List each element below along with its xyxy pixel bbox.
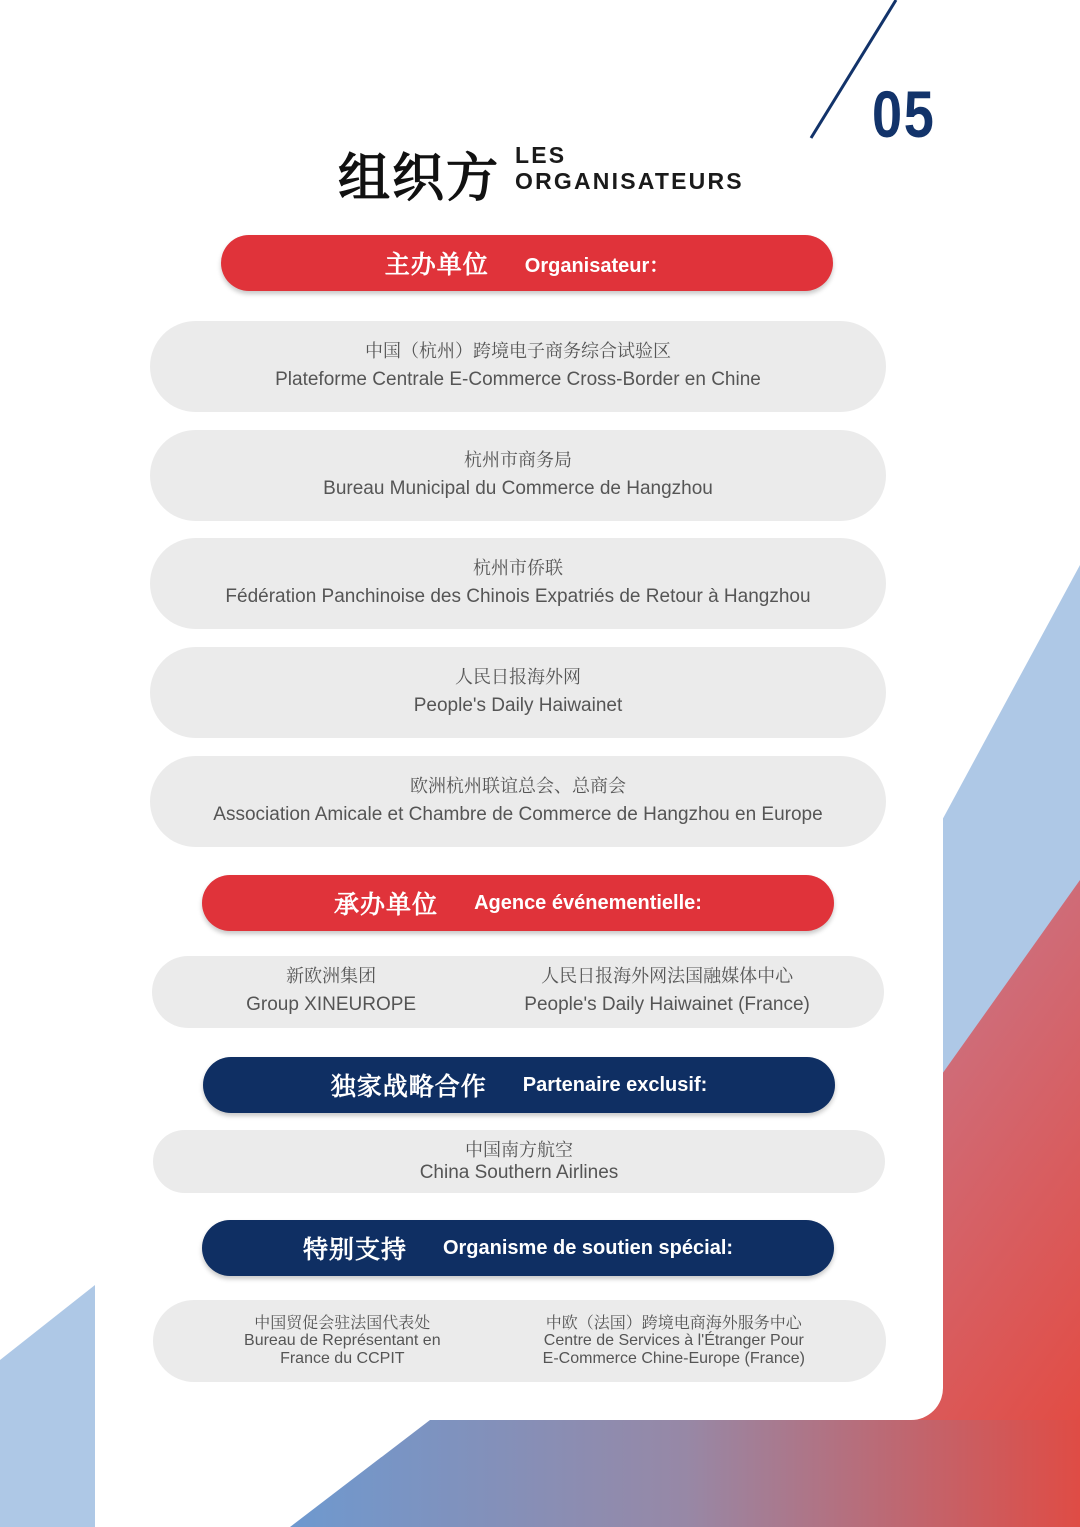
organizer-entry bbox=[150, 321, 886, 412]
support-entry bbox=[153, 1300, 886, 1382]
support-name-cn: 中欧（法国）跨境电商海外服务中心 bbox=[545, 1313, 802, 1332]
section-header-soutien bbox=[202, 1220, 834, 1276]
page-title-french-line2: ORGANISATEURS bbox=[515, 168, 744, 194]
support-name-fr-line2: E-Commerce Chine-Europe (France) bbox=[542, 1350, 805, 1367]
support-name-fr-line2: France du CCPIT bbox=[280, 1350, 405, 1367]
agency-name-fr: People's Daily Haiwainet (France) bbox=[524, 994, 810, 1015]
light-blue-band-left bbox=[0, 1285, 95, 1527]
section-header-agence bbox=[202, 875, 834, 931]
page-number: 05 bbox=[872, 77, 936, 151]
section-label-cn: 独家战略合作 bbox=[330, 1072, 487, 1101]
agency-name-cn: 人民日报海外网法国融媒体中心 bbox=[541, 966, 794, 987]
section-label-fr: Organisme de soutien spécial: bbox=[442, 1236, 734, 1259]
organizer-name-cn: 欧洲杭州联谊总会、总商会 bbox=[410, 775, 626, 797]
support-name-fr-line1: Bureau de Représentant en bbox=[244, 1332, 441, 1349]
organizer-name-cn: 中国（杭州）跨境电子商务综合试验区 bbox=[365, 340, 671, 362]
organizer-entry bbox=[150, 756, 886, 847]
section-label-fr: Organisateur： bbox=[524, 254, 670, 277]
section-label-fr: Partenaire exclusif: bbox=[522, 1073, 708, 1096]
page-title-french-line1: LES bbox=[515, 142, 567, 168]
organizer-name-fr: Plateforme Centrale E-Commerce Cross-Border en Chine bbox=[275, 368, 761, 390]
organizer-name-fr: Fédération Panchinoise des Chinois Expatriés de Retour à Hangzhou bbox=[225, 585, 811, 607]
section-header-organisateur bbox=[221, 235, 833, 291]
organizer-name-fr: People's Daily Haiwainet bbox=[413, 694, 623, 716]
organizer-name-fr: Bureau Municipal du Commerce de Hangzhou bbox=[323, 477, 713, 499]
organizer-name-cn: 杭州市侨联 bbox=[473, 557, 563, 579]
support-column bbox=[244, 1314, 441, 1368]
partner-name-fr: China Southern Airlines bbox=[419, 1162, 619, 1183]
organizer-entry bbox=[150, 430, 886, 521]
section-label-fr: Agence événementielle: bbox=[474, 891, 702, 914]
support-column bbox=[543, 1314, 805, 1368]
agency-entry bbox=[152, 956, 884, 1028]
agency-name-fr: Group XINEUROPE bbox=[246, 994, 417, 1015]
organizer-entry bbox=[150, 538, 886, 629]
partner-entry bbox=[153, 1130, 885, 1193]
support-name-fr-line1: Centre de Services à l'Étranger Pour bbox=[543, 1332, 804, 1349]
organizer-name-fr: Association Amicale et Chambre de Commerce de Hangzhou en Europe bbox=[213, 803, 823, 825]
section-label-cn: 主办单位 bbox=[384, 250, 489, 279]
agency-name-cn: 新欧洲集团 bbox=[286, 966, 377, 987]
page-title-french bbox=[515, 142, 744, 194]
organizer-entry bbox=[150, 647, 886, 738]
section-label-cn: 承办单位 bbox=[334, 890, 439, 919]
gradient-band-bottom bbox=[290, 1420, 1080, 1527]
section-label-cn: 特别支持 bbox=[302, 1235, 407, 1264]
agency-column bbox=[246, 964, 416, 1020]
section-header-partenaire bbox=[203, 1057, 835, 1113]
partner-name-cn: 中国南方航空 bbox=[465, 1140, 573, 1161]
support-name-cn: 中国贸促会驻法国代表处 bbox=[254, 1313, 431, 1332]
organizer-name-cn: 人民日报海外网 bbox=[455, 666, 581, 688]
organizer-name-cn: 杭州市商务局 bbox=[464, 449, 572, 471]
page-title-chinese: 组织方 bbox=[338, 149, 501, 209]
agency-column bbox=[524, 964, 810, 1020]
